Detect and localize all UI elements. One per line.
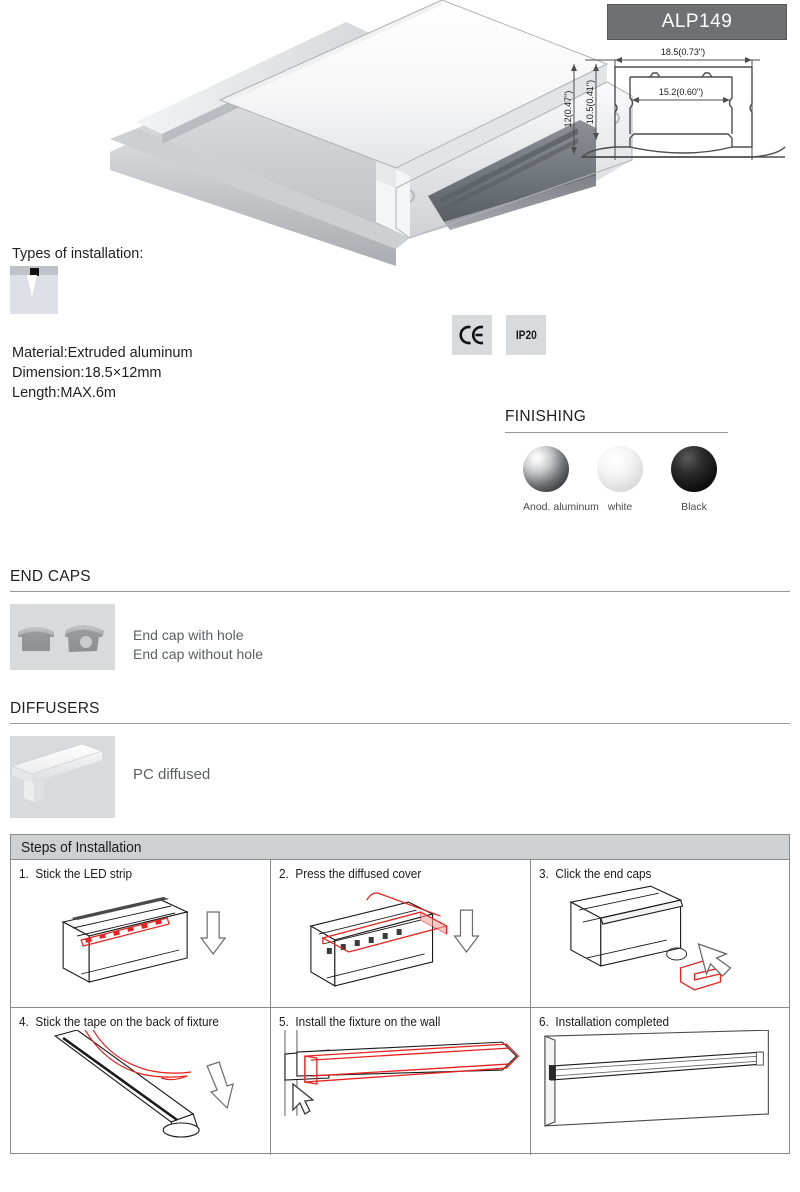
finish-option-black[interactable] [671, 446, 717, 513]
spec-material: Material:Extruded aluminum [12, 345, 193, 361]
end-caps-title: END CAPS [10, 568, 91, 585]
step-text-3: Click the end caps [554, 867, 651, 881]
step-cell-1 [11, 860, 270, 1007]
diffusers-divider [10, 723, 790, 724]
spec-dimension: Dimension:18.5×12mm [12, 365, 162, 381]
step-number-3: 3. [538, 867, 549, 881]
step-art-4 [11, 1030, 270, 1153]
step-text-1: Stick the LED strip [35, 867, 133, 881]
step-cell-3 [530, 860, 789, 1007]
step-number-6: 6. [538, 1015, 549, 1029]
end-cap-without-hole-label: End cap without hole [133, 646, 263, 662]
specification-list [12, 343, 193, 403]
step-label-5 [279, 1015, 440, 1029]
steps-row-bottom [11, 1008, 789, 1155]
finish-label-white: white [607, 501, 633, 513]
step-text-6: Installation completed [554, 1015, 669, 1029]
dimension-width-label: 18.5(0.73") [660, 47, 706, 57]
finish-option-white[interactable] [597, 446, 643, 513]
product-code-text: ALP149 [661, 11, 733, 32]
step-art-2 [271, 882, 529, 1005]
step-art-5 [271, 1030, 529, 1153]
steps-title: Steps of Installation [21, 838, 142, 856]
anodized-aluminum-swatch-icon [523, 446, 569, 492]
finish-label-anodized: Anod. aluminum [523, 501, 599, 513]
step-text-2: Press the diffused cover [295, 867, 422, 881]
step-label-4 [19, 1015, 219, 1029]
black-swatch-icon [671, 446, 717, 492]
ip20-rating-icon [506, 315, 546, 355]
end-caps-description [133, 626, 263, 664]
step-number-2: 2. [279, 867, 290, 881]
end-cap-with-hole-label: End cap with hole [133, 627, 244, 643]
steps-header [11, 835, 789, 860]
steps-of-installation-panel [10, 834, 790, 1154]
finishing-title: FINISHING [505, 408, 587, 425]
dimension-inner-width-label: 15.2(0.60") [658, 87, 704, 97]
diffusers-title: DIFFUSERS [10, 700, 100, 717]
dimension-inner-height-label: 10.5(0.41") [585, 79, 595, 125]
step-art-1 [11, 882, 270, 1005]
step-number-4: 4. [19, 1015, 29, 1029]
step-text-4: Stick the tape on the back of fixture [35, 1015, 219, 1029]
step-label-3 [539, 867, 651, 881]
step-cell-5 [270, 1008, 529, 1155]
finishing-divider [505, 432, 728, 433]
step-cell-6 [530, 1008, 789, 1155]
certification-badges [452, 315, 546, 355]
ce-mark-icon [452, 315, 492, 355]
step-number-1: 1. [19, 867, 29, 881]
step-label-2 [279, 867, 421, 881]
diffuser-description: PC diffused [133, 766, 211, 783]
step-art-3 [531, 882, 789, 1005]
steps-row-top [11, 860, 789, 1008]
recessed-ceiling-icon [10, 266, 58, 314]
step-art-6 [531, 1030, 789, 1153]
finishing-swatches [505, 446, 730, 513]
step-text-5: Install the fixture on the wall [295, 1015, 441, 1029]
end-caps-thumbnail [10, 604, 115, 670]
finish-option-anodized[interactable] [523, 446, 599, 513]
step-label-1 [19, 867, 132, 881]
ip-rating-label: IP20 [515, 328, 537, 342]
step-label-6 [539, 1015, 669, 1029]
dimension-drawing [560, 42, 800, 167]
diffuser-thumbnail [10, 736, 115, 818]
finishing-section [505, 408, 730, 513]
step-cell-2 [270, 860, 529, 1007]
dimension-height-label: 12(0.47") [563, 90, 573, 128]
installation-types-label: Types of installation: [12, 246, 144, 262]
white-swatch-icon [597, 446, 643, 492]
finish-label-black: Black [681, 501, 707, 513]
step-cell-4 [11, 1008, 270, 1155]
spec-length: Length:MAX.6m [12, 385, 116, 401]
light-beam [27, 275, 37, 297]
end-caps-divider [10, 591, 790, 592]
step-number-5: 5. [279, 1015, 290, 1029]
